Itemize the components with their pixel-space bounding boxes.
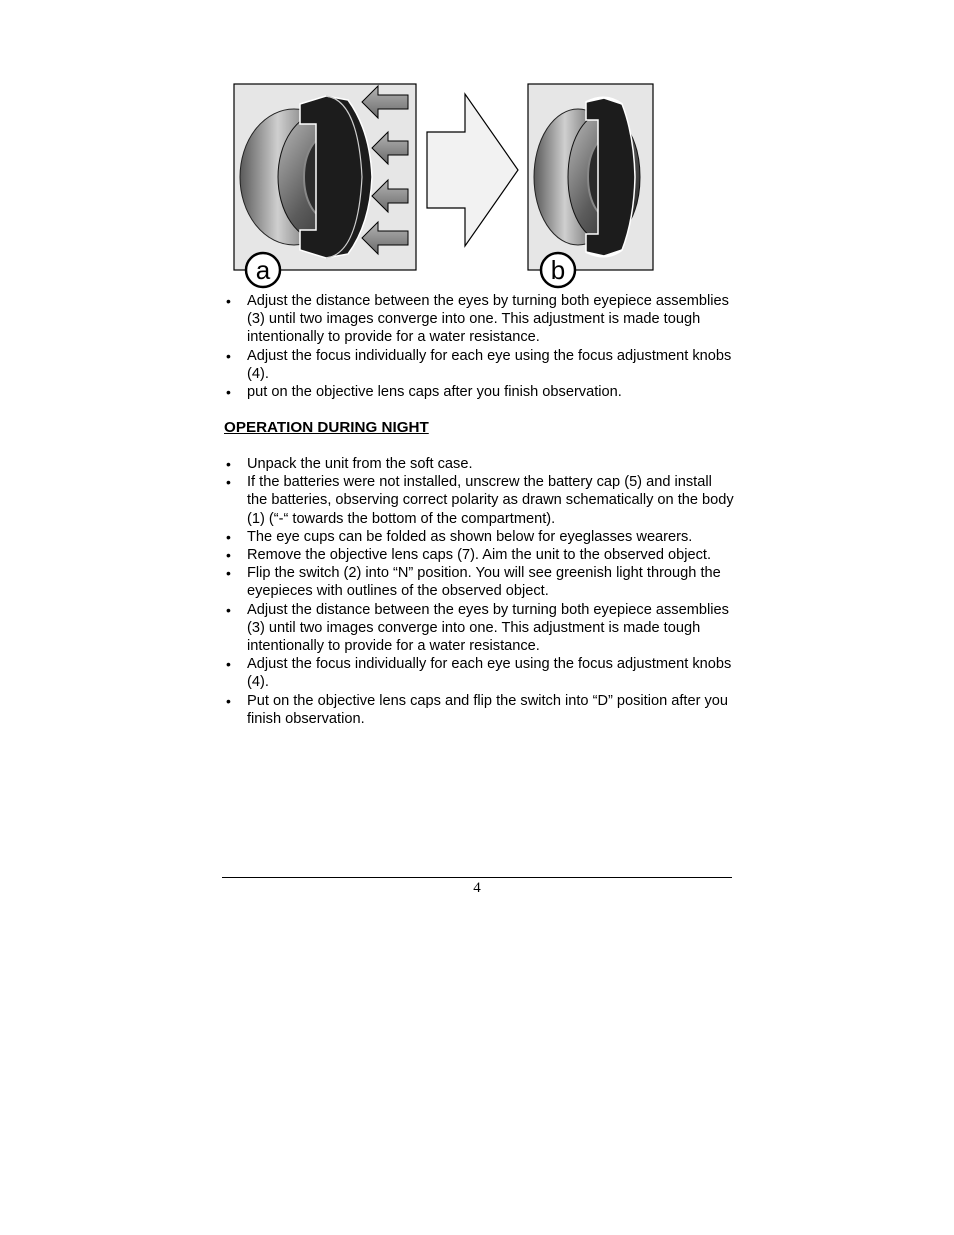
- label-b: b: [550, 255, 566, 285]
- panel-b: [528, 84, 653, 287]
- panel-a: [234, 84, 416, 287]
- list-item: • Adjust the distance between the eyes by turning both eyepiece assemblies (3) until two images converge into one. This adjustment is made tough intentionally to provide for a water resistance.: [224, 601, 734, 656]
- list-item: • Unpack the unit from the soft case.: [224, 455, 734, 473]
- instructions-night: [224, 455, 734, 728]
- page-number: 4: [473, 880, 481, 896]
- bullet-list-night: [224, 455, 734, 728]
- list-item: • Put on the objective lens caps and flip the switch into “D” position after you finish observation.: [224, 692, 734, 728]
- list-item: • Flip the switch (2) into “N” position. You will see greenish light through the eyepieces with outlines of the observed object.: [224, 564, 734, 600]
- list-item: • Adjust the focus individually for each eye using the focus adjustment knobs (4).: [224, 347, 734, 383]
- transition-arrow: [427, 94, 518, 246]
- label-a: a: [255, 255, 271, 285]
- list-item: • The eye cups can be folded as shown below for eyeglasses wearers.: [224, 528, 734, 546]
- list-item: • Adjust the focus individually for each eye using the focus adjustment knobs (4).: [224, 655, 734, 691]
- bullet-list-top: [224, 292, 734, 401]
- list-item: • put on the objective lens caps after you finish observation.: [224, 383, 734, 401]
- instructions-top: [224, 292, 734, 401]
- list-item: • If the batteries were not installed, unscrew the battery cap (5) and install the batteries, observing correct polarity as drawn schematically on the body (1) (“-“ towards the bottom of the compartment).: [224, 473, 734, 528]
- list-item: • Remove the objective lens caps (7). Aim the unit to the observed object.: [224, 546, 734, 564]
- footer-divider: [222, 877, 732, 878]
- list-item: • Adjust the distance between the eyes by turning both eyepiece assemblies (3) until two images converge into one. This adjustment is made tough intentionally to provide for a water resistance.: [224, 292, 734, 347]
- eyecup-folding-illustration: [230, 80, 660, 292]
- section-heading: OPERATION DURING NIGHT: [224, 419, 429, 436]
